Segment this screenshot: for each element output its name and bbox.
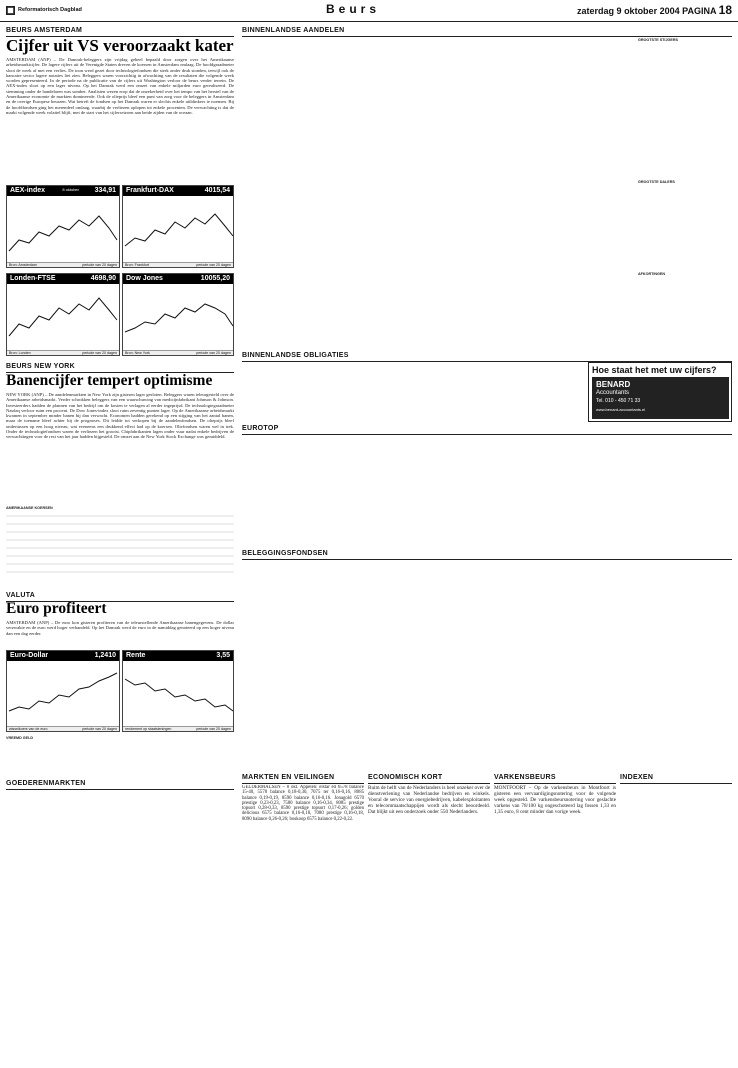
chart-ftse (6, 273, 120, 356)
article-varkensbeurs: MONTFOORT – Op de varkensbeurs in Montfoort is gisteren een vervaardigingsnotering voor de volgende week opgesteld. De varkensbeursnotering voor geslachte varkens van 78/100 kg ongeschoteerd lag fossen 1,33 en 1,35 euro, 8 cent minder dan vorige week. (494, 785, 616, 815)
section-title-goederenmarkten: GOEDERENMARKTEN (6, 780, 234, 790)
chart-source: wisselkoers van de euro (9, 727, 48, 731)
chart-header (7, 274, 119, 284)
section-title-indexen: INDEXEN (620, 774, 732, 784)
section-title-economisch-kort: ECONOMISCH KORT (368, 774, 490, 784)
chart-period: periode van 20 dagen (82, 263, 117, 267)
table-grootste-stijgers (638, 38, 732, 128)
chart-plot (123, 196, 234, 262)
section-title-beleggingsfondsen: BELEGGINGSFONDSEN (242, 550, 732, 560)
table-title: VREEMD GELD (6, 736, 34, 740)
chart-period: periode van 20 dagen (196, 351, 231, 355)
article-valuta: AMSTERDAM (ANP) – De euro kon gisteren profiteren van de teleurstellende Amerikaanse banengegevens. De dollar verzwakte en de euro werd hoger verhandeld. Op het Damrak werd de euro in de namiddag genoteerd op een hoger niveau dan een dag eerder. (6, 620, 234, 636)
table-beleggingsfondsen (242, 560, 732, 770)
issue-date: zaterdag 9 oktober 2004 (577, 6, 680, 16)
benard-advertisement[interactable] (588, 362, 732, 422)
chart-euro-dollar (6, 650, 120, 732)
table-title: AFKORTINGEN (638, 272, 666, 276)
chart-dow-jones (122, 273, 234, 356)
section-title-varkensbeurs: VARKENSBEURS (494, 774, 616, 784)
afkortingen-box (638, 272, 732, 350)
page-number: 18 (718, 3, 732, 17)
chart-value: 4698,90 (90, 275, 116, 282)
table-aex-fondsen (242, 38, 402, 350)
chart-rente (122, 650, 234, 732)
table-eurotop (242, 436, 732, 546)
table-goederenmarkten (6, 792, 234, 1062)
chart-value: 3,55 (216, 652, 230, 659)
chart-title: Rente (126, 652, 146, 659)
chart-source: rendement op staatsleningen (125, 727, 172, 731)
chart-value: 10055,20 (200, 275, 230, 282)
chart-header (123, 186, 233, 196)
chart-header (123, 274, 233, 284)
chart-plot (7, 196, 120, 262)
section-title-binnenlandse-aandelen: BINNENLANDSE AANDELEN (242, 27, 732, 37)
ad-company: BENARD (596, 380, 631, 389)
table-title: GROOTSTE DALERS (638, 180, 675, 184)
section-title-markten-en-veilingen: MARKTEN EN VEILINGEN (242, 774, 364, 784)
table-amerikaanse-koersen (6, 506, 234, 584)
chart-footer (7, 262, 119, 267)
chart-value: 4015,54 (204, 187, 230, 194)
chart-plot (123, 661, 234, 726)
chart-title: Frankfurt-DAX (126, 187, 174, 194)
table-vreemd-geld (6, 736, 234, 776)
chart-footer (7, 350, 119, 355)
table-title: GROOTSTE STIJGERS (638, 38, 678, 42)
chart-date: 8 oktober (62, 187, 79, 192)
ad-website[interactable]: www.benard-accountants.nl (596, 407, 646, 412)
headline-new-york: Banencijfer tempert optimisme (6, 372, 213, 389)
chart-footer (123, 350, 233, 355)
chart-plot (7, 661, 120, 726)
chart-line (9, 216, 117, 251)
table-warrants (534, 38, 634, 350)
table-overige-aandelen (406, 38, 530, 350)
table-title: AMERIKAANSE KOERSEN (6, 506, 53, 510)
section-title-valuta: VALUTA (6, 592, 234, 602)
chart-period: periode van 20 dagen (196, 727, 231, 731)
page-label: PAGINA (682, 6, 717, 16)
table-grootste-dalers (638, 180, 732, 270)
chart-period: periode van 20 dagen (82, 351, 117, 355)
section-title-beurs-new-york: BEURS NEW YORK (6, 363, 234, 373)
chart-plot (7, 284, 120, 350)
chart-line (125, 214, 233, 246)
chart-line (125, 304, 233, 332)
chart-title: Londen-FTSE (10, 275, 56, 282)
chart-footer (7, 726, 119, 731)
article-amsterdam: AMSTERDAM (ANP) – De Damrak-beleggers zijn vrijdag geheel bepaald door zorgen over het Amerikaanse arbeidsmarktcijfer. De lagere cijfers uit de Verenigde Staten dreven de koersen in Amsterdam omlaag. De hoofdgraadmeter sloot de week af met een verlies. De toon werd gezet door technologiefondsen die sterk onder druk stonden, terwijl ook de bancaire sector lagere notaties liet zien. Beleggers waren voorzichtig in afwachting van de resultaten die volgende week worden gepresenteerd. In de periode na de publicatie van de cijfers uit Washington verloor de beurs verder terrein. De AEX-index sloot op een lager niveau. Op het Damrak werd een omzet van enkele miljarden euro gerealiseerd. De stemming onder de handelaren was somber. Analisten wezen erop dat de onzekerheid over het tempo van het herstel van de Amerikaanse economie de markten domineerde. Ook de olieprijs bleef een punt van zorg voor de beleggers in Amsterdam en de overige Europese beurzen. Wat betreft de fondsen op het Damrak waren er slechts enkele uitblinkers te noemen. Bij de hoofdfondsen ging het merendeel omlaag, waarbij de verliezen oplopen tot enkele procenten. De verwachting is dat de markt volgende week volatiel blijft, met de start van het cijferseizoen aan beide zijden van de oceaan. (6, 57, 234, 115)
chart-plot (123, 284, 234, 350)
chart-line (9, 673, 117, 711)
newspaper-name: Reformatorisch Dagblad (18, 7, 82, 13)
chart-period: periode van 20 dagen (196, 263, 231, 267)
chart-title: Euro-Dollar (10, 652, 49, 659)
section-title-binnenlandse-obligaties: BINNENLANDSE OBLIGATIES (242, 352, 732, 362)
chart-source: Bron: Londen (9, 351, 31, 355)
chart-dax (122, 185, 234, 268)
chart-source: Bron: Amsterdam (9, 263, 37, 267)
chart-aex (6, 185, 120, 268)
chart-header (123, 651, 233, 661)
chart-header (7, 651, 119, 661)
ad-phone: Tel. 010 - 450 71 33 (596, 398, 641, 404)
headline-valuta: Euro profiteert (6, 600, 107, 617)
table-rule-lines (6, 516, 234, 572)
section-title-beurs-amsterdam: BEURS AMSTERDAM (6, 27, 234, 37)
chart-source: Bron: Frankfurt (125, 263, 149, 267)
table-obligaties (242, 362, 582, 422)
article-new-york: NEW YORK (ANP) – De aandelenmarkten in New York zijn gisteren lager gesloten. Beleggers waren teleurgesteld over de Amerikaanse arbeidsmarkt. Verder schrokken beleggers van een waarschuwing van medicijnfabrikant Johnson & Johnson. Investeerders hadden de plannen van het bedrijf om de kosten te verlagen al eerder ingeprijsd. De technologiegraadmeter Nasdaq verloor ruim een procent. De Dow Jones-index sloot ruim zeventig punten lager. Op de Amerikaanse arbeidsmarkt kwamen in september minder banen bij dan verwacht. Economen hadden gerekend op een stijging van het aantal banen, maar de toename bleef achter bij de prognoses. Dit leidde tot verkopen bij de aandelenfondsen. De olieprijs bleef ondertussen op een hoog niveau, wat eveneens een drukkend effect had op de koersen. Oliefondsen waren wel in trek. Onder de technologiefondsen waren de verliezen het grootst. Chipfabrikanten lagen onder vuur nadat enkele bedrijven de verwachtingen voor de rest van het jaar hadden bijgesteld. De omzet aan de New York Stock Exchange was gemiddeld. (6, 392, 234, 440)
page-rubric: Beurs (326, 2, 381, 16)
chart-period: periode van 20 dagen (82, 727, 117, 731)
table-body-lines (6, 510, 234, 580)
newspaper-logo-icon (6, 6, 15, 15)
chart-line (125, 679, 233, 711)
chart-footer (123, 726, 233, 731)
page-dateline (577, 4, 732, 18)
chart-line (9, 298, 117, 336)
chart-title: Dow Jones (126, 275, 163, 282)
table-indexen (620, 785, 732, 1061)
section-title-eurotop: EUROTOP (242, 425, 732, 435)
chart-title: AEX-index (10, 187, 46, 194)
ad-subtitle: Accountants (596, 390, 630, 396)
article-markten-en-veilingen: GELDERMALSEN – 8 okt. Appelen: elstar ed 6578 balance 15-40, 5578 balance 0,18-0,30, 7075 ter 0,16-0,16, 8085 balance 0,19-0,19, 8590 balance 0,16-0,16. Jonagold 6570 prestige 0,23-0,23, 7580 balance 0,16-0,34, 8085 prestige topsort 0,28-0,33, 8590 prestige topsort 0,17-0,26; golden delicious 6575 balance 0,16-0,18, 7080 prestige 0,16-0,18, 8090 balance 0,26-0,26; boskoop 6575 balance 0,22-0,22. (242, 785, 364, 822)
chart-value: 1,2410 (94, 652, 116, 659)
chart-header (7, 186, 119, 196)
chart-footer (123, 262, 233, 267)
ad-question: Hoe staat het met uw cijfers? (592, 365, 717, 375)
chart-value: 334,91 (94, 187, 116, 194)
headline-amsterdam: Cijfer uit VS veroorzaakt kater (6, 36, 234, 55)
article-economisch-kort: Ruim de helft van de Nederlanders is heel onzeker over de dienstverlening van Nederlandse bedrijven en winkels. Vooral de service van energiebedrijven, kabelexploitanten en telecommaatschappijen wordt als slecht beoordeeld. Dat blijkt uit een onderzoek onder 550 Nederlanders. (368, 785, 490, 815)
chart-source: Bron: New York (125, 351, 150, 355)
ad-banner (592, 377, 729, 419)
